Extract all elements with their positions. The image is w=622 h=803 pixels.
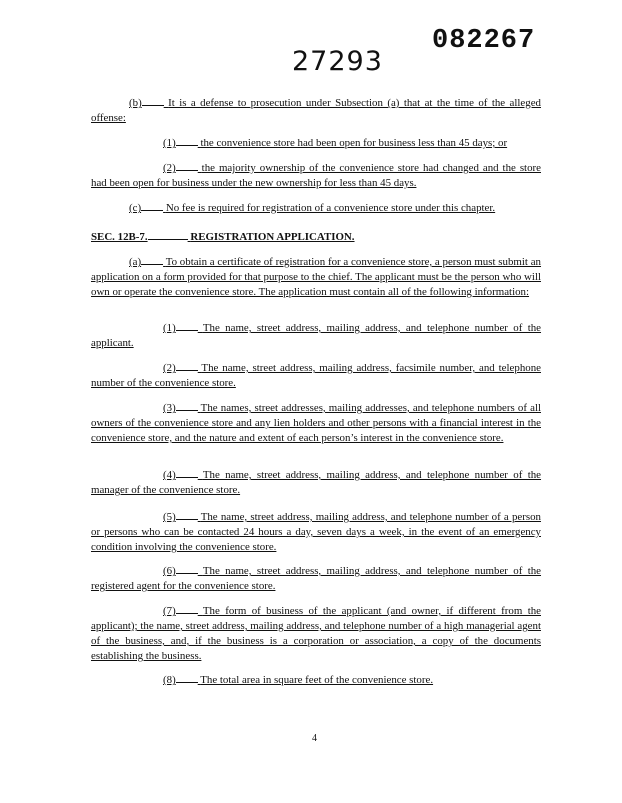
paragraph-b1 (91, 136, 541, 151)
item-label: (8) (163, 674, 176, 686)
paragraph-b (91, 96, 541, 126)
paragraph-text: the convenience store had been open for business less than 45 days; or (200, 137, 508, 149)
paragraph-label: (a) (129, 256, 142, 268)
item-label: (2) (163, 362, 176, 374)
item-text: The names, street addresses, mailing addresses, and telephone numbers of all owners of the convenience store and any lien holders and other persons with a financial interest in the convenience store, and the nature and extent of each person’s interest in the convenience store. (91, 402, 541, 444)
item-label: (7) (163, 605, 176, 617)
paragraph-text: the majority ownership of the convenience store had changed and the store had been open for business under the new ownership for less than 45 days. (91, 162, 541, 189)
list-item (91, 604, 541, 664)
list-item (91, 361, 541, 391)
item-label: (6) (163, 565, 176, 577)
paragraph-text: It is a defense to prosecution under Subsection (a) that at the time of the alleged offense: (91, 97, 541, 124)
item-label: (3) (163, 402, 176, 414)
section-title: REGISTRATION APPLICATION. (190, 231, 355, 243)
paragraph-label: (2) (163, 162, 176, 174)
item-text: The form of business of the applicant (and owner, if different from the applicant); the name, street address, mailing address, and telephone number of a high managerial agent of the business, and, if the business is a corporation or association, a copy of the documents establishing the business. (91, 605, 541, 662)
handwritten-number: 27293 (292, 46, 383, 77)
list-item (91, 401, 541, 446)
paragraph-text: No fee is required for registration of a convenience store under this chapter. (165, 202, 496, 214)
item-text: The name, street address, mailing address, and telephone number of the manager of the convenience store. (91, 469, 542, 496)
paragraph-b2 (91, 161, 541, 191)
item-label: (5) (163, 511, 176, 523)
list-item (91, 673, 541, 688)
page-number: 4 (312, 733, 317, 744)
item-label: (1) (163, 322, 176, 334)
paragraph-label: (c) (129, 202, 142, 214)
section-number: SEC. 12B-7. (91, 231, 148, 243)
section-heading (91, 230, 541, 245)
list-item (91, 564, 541, 594)
item-text: The name, street address, mailing address, facsimile number, and telephone number of the convenience store. (91, 362, 541, 389)
paragraph-c (91, 201, 541, 216)
stamped-number: 082267 (432, 26, 536, 56)
item-label: (4) (163, 469, 176, 481)
paragraph-label: (b) (129, 97, 142, 109)
item-text: The name, street address, mailing address, and telephone number of a person or persons who can be contacted 24 hours a day, seven days a week, in the event of an emergency condition involving the convenience store. (91, 511, 541, 553)
item-text: The name, street address, mailing address, and telephone number of the applicant. (91, 322, 542, 349)
item-text: The name, street address, mailing address, and telephone number of the registered agent for the convenience store. (91, 565, 542, 592)
list-item (91, 321, 541, 351)
paragraph-text: To obtain a certificate of registration for a convenience store, a person must submit an application on a form provided for that purpose to the chief. The applicant must be the person who will own or operate the convenience store. The application must contain all of the following information: (91, 256, 542, 298)
list-item (91, 510, 541, 555)
item-text: The total area in square feet of the convenience store. (200, 674, 434, 686)
list-item (91, 468, 541, 498)
paragraph-a (91, 255, 541, 300)
paragraph-label: (1) (163, 137, 176, 149)
